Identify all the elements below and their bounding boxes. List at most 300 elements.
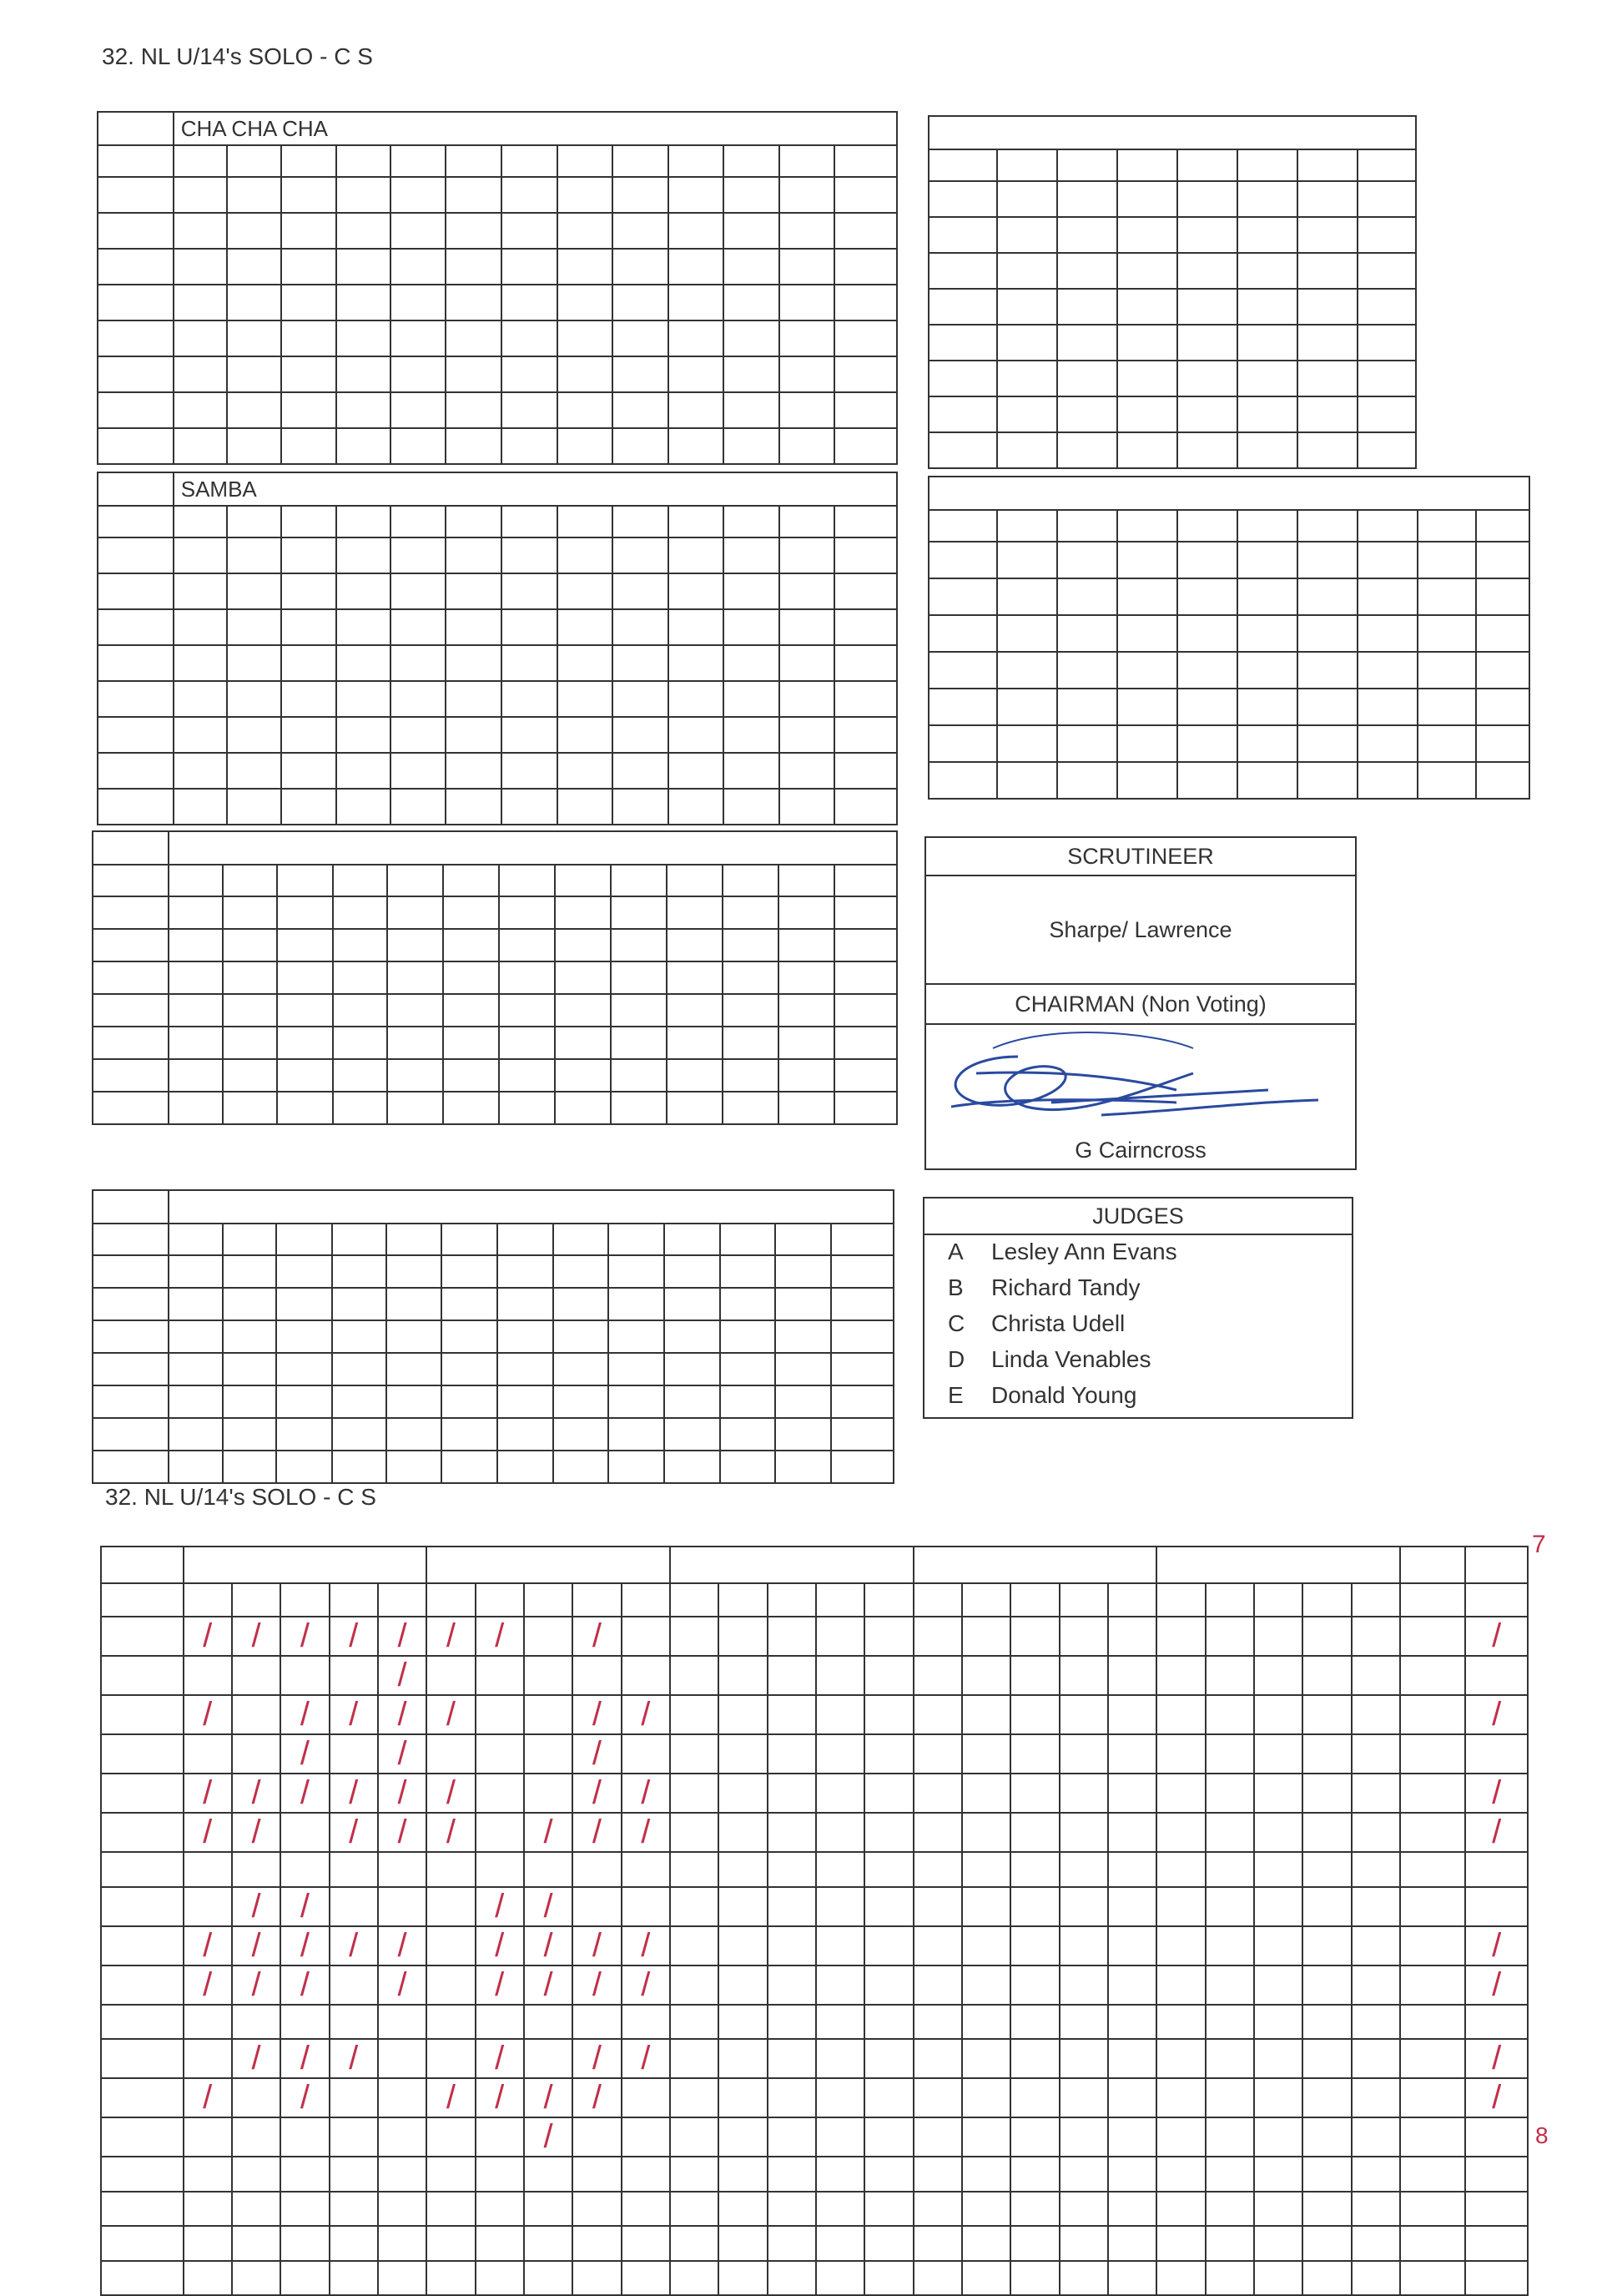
empty-cell: [1156, 1656, 1205, 1695]
empty-cell: [169, 1418, 223, 1451]
empty-cell: [1476, 725, 1529, 762]
position: [834, 609, 897, 645]
samba-place: [1057, 432, 1117, 468]
empty-cell: [1302, 1887, 1351, 1926]
rule-value: [668, 320, 724, 356]
rule-value: [557, 392, 613, 428]
empty-cell: [476, 1852, 524, 1887]
empty-cell: [864, 2005, 913, 2040]
judge-mark: [390, 537, 446, 573]
col-header-judge: [1302, 1583, 1351, 1617]
empty-cell: [169, 994, 223, 1027]
rule-value: [557, 285, 613, 320]
empty-cell: [670, 1926, 718, 1965]
judge-mark: [227, 537, 281, 573]
empty-cell: [1057, 762, 1117, 799]
empty-cell: [1060, 1852, 1108, 1887]
judge-mark: [174, 177, 228, 213]
rule-value: [668, 285, 724, 320]
judge-letter: A: [948, 1239, 964, 1264]
empty-cell: [1237, 396, 1297, 432]
empty-cell: [387, 896, 443, 929]
empty-cell: [169, 1451, 223, 1483]
total: [1400, 1617, 1465, 1656]
recall-tick: /: [232, 1617, 280, 1656]
empty-cell: [1352, 2261, 1400, 2296]
empty-cell: [572, 2157, 621, 2192]
judge-mark: [174, 428, 228, 464]
empty-cell: [962, 1965, 1010, 2005]
judge-mark: [390, 320, 446, 356]
empty-cell: [1060, 1887, 1108, 1926]
recall-title: 32. NL U/14's SOLO - C S: [105, 1484, 376, 1510]
recall-tick: /: [232, 1926, 280, 1965]
officials-box: [924, 836, 1357, 1170]
competitor-no: [101, 2117, 184, 2157]
rule-value: [501, 537, 557, 573]
recall-tick: /: [476, 1965, 524, 2005]
total: [1400, 1774, 1465, 1813]
judge-mark: [281, 645, 337, 681]
empty-cell: [378, 1852, 426, 1887]
empty-cell: [333, 1059, 387, 1092]
empty-cell: [476, 2005, 524, 2040]
empty-cell: [1108, 1813, 1156, 1852]
empty-cell: [280, 2261, 329, 2296]
empty-cell: [1237, 432, 1297, 468]
empty-cell: [1057, 542, 1117, 578]
judge-mark: [336, 537, 390, 573]
rule-value: [557, 213, 613, 249]
judge-mark: [227, 320, 281, 356]
judge-mark: [336, 320, 390, 356]
empty-cell: [622, 2005, 670, 2040]
table-row: [101, 1926, 1528, 1965]
position: [1358, 325, 1416, 361]
position: [834, 177, 897, 213]
rule-value: [668, 681, 724, 717]
empty-cell: [553, 1320, 609, 1353]
rule-value: [779, 645, 835, 681]
empty-cell: [184, 2039, 232, 2078]
header-row: [929, 510, 1529, 542]
col-header: [390, 506, 446, 537]
empty-cell: [1108, 1734, 1156, 1774]
empty-cell: [1206, 2005, 1254, 2040]
empty-cell: [426, 2226, 475, 2261]
empty-cell: [280, 1656, 329, 1695]
position: [1358, 432, 1416, 468]
empty-cell: [1302, 1734, 1351, 1774]
competitor-no: [101, 2005, 184, 2040]
empty-cell: [914, 1695, 962, 1734]
empty-cell: [608, 1320, 664, 1353]
recall-tick: /: [280, 1965, 329, 2005]
position: [834, 392, 897, 428]
col-header: [223, 1224, 277, 1255]
empty-cell: [1254, 2117, 1302, 2157]
rule-value: [612, 573, 668, 609]
recalled-tick: /: [1465, 2078, 1528, 2117]
judge-name: Richard Tandy: [991, 1274, 1141, 1300]
total: [1297, 289, 1358, 325]
empty-cell: [1117, 396, 1177, 432]
empty-cell: [223, 1092, 277, 1124]
table-row: [101, 2039, 1528, 2078]
empty-cell: [169, 1092, 223, 1124]
position: [834, 753, 897, 789]
col-header: [667, 865, 723, 896]
empty-cell: [524, 1852, 572, 1887]
empty-cell: [441, 1353, 497, 1385]
col-header-judge: [330, 1583, 378, 1617]
table-row: [93, 1385, 894, 1418]
empty-cell: [572, 2261, 621, 2296]
empty-cell: [1117, 542, 1177, 578]
empty-cell: [1156, 1774, 1205, 1813]
summary-table: [928, 115, 1417, 469]
rule-value: [779, 681, 835, 717]
recall-tick: /: [184, 1926, 232, 1965]
competitor-no: [98, 573, 174, 609]
empty-cell: [929, 542, 997, 578]
competitor-no: [98, 177, 174, 213]
empty-cell: [223, 1288, 277, 1320]
empty-cell: [962, 2157, 1010, 2192]
empty-cell: [378, 2261, 426, 2296]
empty-cell: [1108, 1887, 1156, 1926]
rule-value: [779, 177, 835, 213]
rule-value: [612, 789, 668, 825]
judge-mark: [227, 177, 281, 213]
empty-cell: [718, 1656, 767, 1695]
rule-value: [501, 285, 557, 320]
recall-tick: /: [330, 1695, 378, 1734]
empty-cell: [816, 1617, 864, 1656]
empty-cell: [1177, 361, 1237, 396]
empty-cell: [1010, 1852, 1059, 1887]
empty-cell: [378, 2039, 426, 2078]
judges-box: [923, 1197, 1353, 1419]
empty-cell: [1108, 2157, 1156, 2192]
rule-value: [612, 609, 668, 645]
col-header-judge: [524, 1583, 572, 1617]
position: [834, 681, 897, 717]
empty-cell: [1358, 762, 1418, 799]
judge-mark: [281, 681, 337, 717]
header-row: [93, 1224, 894, 1255]
competitor-no: [98, 392, 174, 428]
empty-cell: [1010, 2005, 1059, 2040]
empty-cell: [1465, 1887, 1528, 1926]
recall-tick: /: [476, 1617, 524, 1656]
empty-cell: [1177, 725, 1237, 762]
empty-cell: [1177, 432, 1237, 468]
empty-cell: [1108, 2078, 1156, 2117]
empty-cell: [1352, 1813, 1400, 1852]
recall-tick: /: [232, 1813, 280, 1852]
empty-cell: [914, 1813, 962, 1852]
empty-cell: [1060, 2192, 1108, 2227]
recalled-tick: /: [1465, 1617, 1528, 1656]
judge-mark: [227, 392, 281, 428]
table-row: [93, 1451, 894, 1483]
empty-cell: [1156, 2117, 1205, 2157]
empty-cell: [497, 1353, 553, 1385]
empty-cell: [1352, 2192, 1400, 2227]
col-header: [1117, 149, 1177, 181]
empty-cell: [929, 652, 997, 689]
empty-cell: [720, 1320, 776, 1353]
table-row: [93, 994, 897, 1027]
empty-cell: [816, 2078, 864, 2117]
rule-value: [557, 428, 613, 464]
empty-cell: [1254, 2261, 1302, 2296]
col-header: [446, 145, 501, 177]
competitor-no: [101, 1965, 184, 2005]
empty-cell: [768, 1852, 816, 1887]
rule-value: [446, 537, 501, 573]
judge-mark: [390, 428, 446, 464]
table-row: [93, 1320, 894, 1353]
position: [1358, 289, 1416, 325]
rule-value: [723, 392, 779, 428]
empty-cell: [1352, 1656, 1400, 1695]
empty-cell: [1057, 652, 1117, 689]
empty-cell: [1010, 2226, 1059, 2261]
empty-cell: [1302, 1926, 1351, 1965]
empty-cell: [280, 1813, 329, 1852]
empty-cell: [1400, 2157, 1465, 2192]
empty-cell: [572, 2226, 621, 2261]
empty-cell: [1400, 1547, 1465, 1583]
empty-cell: [775, 1288, 831, 1320]
rule-value: [779, 789, 835, 825]
empty-cell: [1206, 1887, 1254, 1926]
table-row: [101, 1852, 1528, 1887]
empty-cell: [280, 2192, 329, 2227]
empty-cell: [1060, 2078, 1108, 2117]
empty-cell: [914, 2261, 962, 2296]
empty-cell: [169, 1288, 223, 1320]
empty-cell: [441, 1418, 497, 1451]
empty-cell: [93, 1288, 169, 1320]
cha-cha-place: [997, 432, 1057, 468]
empty-cell: [611, 961, 667, 994]
table-row: [101, 2226, 1528, 2261]
empty-cell: [1237, 689, 1297, 725]
empty-cell: [332, 1288, 386, 1320]
empty-cell: [864, 2078, 913, 2117]
judge-mark: [390, 392, 446, 428]
dance-group: [670, 1547, 914, 1583]
empty-cell: [330, 2117, 378, 2157]
rule-value: [779, 320, 835, 356]
empty-cell: [670, 1734, 718, 1774]
empty-cell: [386, 1385, 442, 1418]
judge-mark: [390, 609, 446, 645]
empty-cell: [378, 2117, 426, 2157]
rule-value: [446, 356, 501, 392]
empty-cell: [723, 929, 778, 961]
empty-cell: [276, 1385, 332, 1418]
empty-cell: [497, 1451, 553, 1483]
cha-cha-cha-table: [97, 111, 898, 465]
empty-cell: [443, 1059, 499, 1092]
judge-mark: [390, 753, 446, 789]
empty-cell: [499, 994, 555, 1027]
total: [1400, 1852, 1465, 1887]
rule-value: [779, 537, 835, 573]
empty-cell: [476, 2261, 524, 2296]
col-header: [501, 506, 557, 537]
samba-place: [1057, 253, 1117, 289]
table-row: [101, 1695, 1528, 1734]
recall-tick: /: [184, 1813, 232, 1852]
col-header: [775, 1224, 831, 1255]
empty-cell: [718, 2226, 767, 2261]
dance-group: [184, 1547, 427, 1583]
empty-cell: [1177, 289, 1237, 325]
empty-cell: [1297, 689, 1358, 725]
empty-cell: [476, 1734, 524, 1774]
judge-mark: [174, 213, 228, 249]
empty-cell: [223, 1027, 277, 1059]
empty-cell: [864, 1813, 913, 1852]
rule-value: [501, 213, 557, 249]
empty-cell: [834, 1059, 897, 1092]
scrutineer-name: Sharpe/ Lawrence: [926, 876, 1355, 985]
empty-cell: [1108, 2226, 1156, 2261]
col-header: [174, 506, 228, 537]
empty-cell: [277, 961, 333, 994]
col-header-judge: [572, 1583, 621, 1617]
empty-cell: [1237, 181, 1297, 217]
col-header: [443, 865, 499, 896]
col-header: [276, 1224, 332, 1255]
rule-value: [612, 356, 668, 392]
empty-cell: [1010, 2039, 1059, 2078]
recall-tick: /: [622, 1695, 670, 1734]
col-header: [1358, 510, 1418, 542]
cha-cha-place: [997, 289, 1057, 325]
empty-cell: [1156, 1887, 1205, 1926]
empty-cell: [816, 2117, 864, 2157]
empty-cell: [962, 1887, 1010, 1926]
judge-mark: [390, 645, 446, 681]
empty-cell: [277, 1092, 333, 1124]
empty-cell: [667, 1059, 723, 1092]
empty-cell: [1108, 2117, 1156, 2157]
empty-cell: [914, 2226, 962, 2261]
judge-mark: [281, 320, 337, 356]
empty-cell: [778, 929, 834, 961]
empty-cell: [720, 1353, 776, 1385]
empty-cell: [1352, 2078, 1400, 2117]
rule-value: [779, 285, 835, 320]
empty-cell: [333, 994, 387, 1027]
col-header: [227, 145, 281, 177]
empty-cell: [718, 1813, 767, 1852]
empty-cell: [1206, 1617, 1254, 1656]
table-row: [929, 181, 1416, 217]
recall-tick: /: [426, 1617, 475, 1656]
rule-value: [668, 249, 724, 285]
empty-cell: [93, 961, 169, 994]
empty-cell: [1400, 2226, 1465, 2261]
total: [1400, 1656, 1465, 1695]
empty-cell: [93, 1451, 169, 1483]
empty-cell: [1302, 2117, 1351, 2157]
empty-cell: [1254, 1852, 1302, 1887]
rule-value: [723, 573, 779, 609]
empty-cell: [670, 1965, 718, 2005]
empty-cell: [1352, 2226, 1400, 2261]
blank-dance-table-2: [92, 1189, 894, 1484]
empty-cell: [101, 2157, 184, 2192]
empty-cell: [476, 1695, 524, 1734]
table-row: [98, 285, 897, 320]
empty-cell: [962, 1617, 1010, 1656]
rule11-title: [929, 477, 1529, 510]
empty-cell: [768, 1813, 816, 1852]
empty-cell: [169, 1353, 223, 1385]
competitor-no: [98, 285, 174, 320]
empty-cell: [572, 2117, 621, 2157]
empty-cell: [1060, 2261, 1108, 2296]
empty-cell: [426, 1734, 475, 1774]
empty-cell: [93, 1418, 169, 1451]
recall-tick: /: [378, 1926, 426, 1965]
col-header: [1177, 149, 1237, 181]
empty-cell: [332, 1353, 386, 1385]
empty-cell: [816, 1852, 864, 1887]
recall-tick: /: [378, 1617, 426, 1656]
col-header: [779, 145, 835, 177]
position: [834, 249, 897, 285]
empty-cell: [426, 2039, 475, 2078]
empty-cell: [1418, 762, 1476, 799]
competitor-no: [929, 217, 997, 253]
col-header: [723, 865, 778, 896]
table-row: [93, 1418, 894, 1451]
empty-cell: [1010, 2261, 1059, 2296]
empty-cell: [1302, 1965, 1351, 2005]
empty-cell: [670, 2261, 718, 2296]
rule-value: [446, 573, 501, 609]
judge-mark: [227, 285, 281, 320]
col-header-judge: [476, 1583, 524, 1617]
rule-value: [501, 177, 557, 213]
empty-cell: [664, 1353, 720, 1385]
judge-letter: E: [948, 1382, 964, 1408]
judge-mark: [174, 645, 228, 681]
judge-letter: C: [948, 1310, 965, 1336]
judge-mark: [281, 392, 337, 428]
empty-cell: [768, 2157, 816, 2192]
col-header: [723, 506, 779, 537]
empty-cell: [93, 896, 169, 929]
empty-cell: [864, 2226, 913, 2261]
judge-entry: [948, 1239, 1177, 1265]
empty-cell: [426, 2157, 475, 2192]
dance-group: [426, 1547, 670, 1583]
rule-value: [723, 645, 779, 681]
empty-cell: [1297, 578, 1358, 615]
col-header-judge: [1060, 1583, 1108, 1617]
empty-cell: [816, 1887, 864, 1926]
empty-cell: [768, 1695, 816, 1734]
